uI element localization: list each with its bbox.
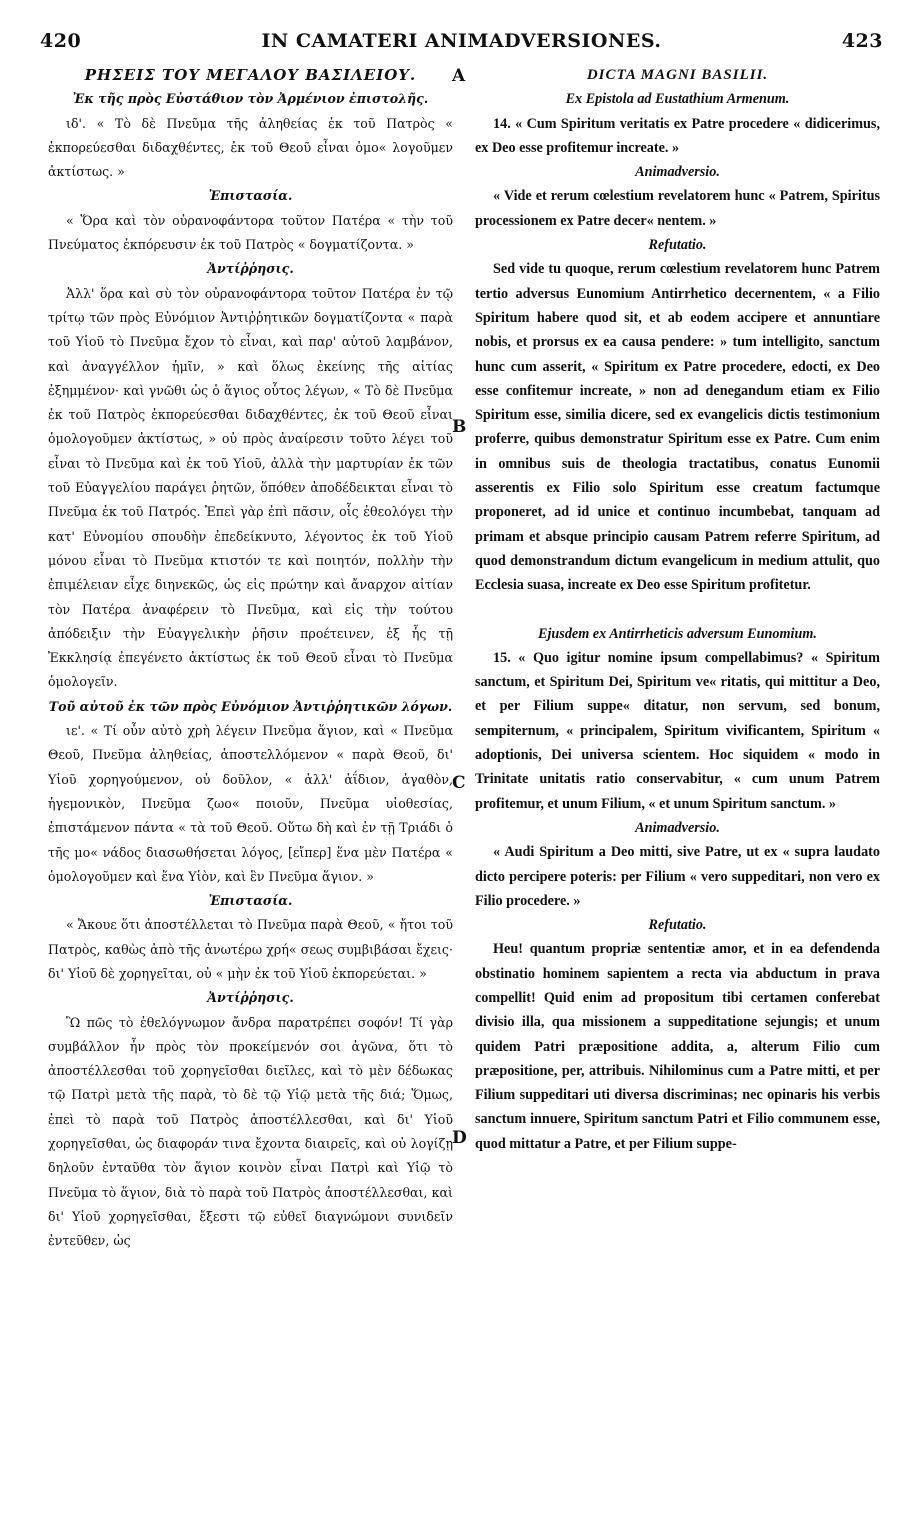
greek-column	[48, 63, 453, 1254]
latin-animadversio-text: « Vide et rerum cœlestium revelatorem hunc « Patrem, Spiritus processionem ex Patre decer« nentem. »	[475, 188, 880, 229]
greek-antirrhesis-2-label: Ἀντίῤῥησις.	[207, 990, 294, 1006]
spacer	[475, 598, 880, 622]
latin-antirrhetic-title: Ejusdem ex Antirrheticis adversum Eunomium.	[538, 625, 817, 642]
latin-refutatio-2-text: Heu! quantum propriæ sententiæ amor, et in ea defendenda obstinatio hominem sapientem a recta via abductum in prava compellit! Quid enim ad propositum tibi certamen conferebat divisio illa, qua missionem a suppeditatione sejungis; et unum quidem Patri præpositione addita, a, alterum Filio cum præpositione, per, attribuis. Nihilominus cum a Patre mitti, et per Filium suppeditari uti diversa discriminas; nec opinaris his verbis sanctum innuere, Spiritum sanctum Patri et Filio communem esse, quod mittatur a Patre, et per Filium suppe-	[475, 941, 880, 1152]
greek-epistasia-label: Ἐπιστασία.	[208, 188, 293, 204]
greek-epistasia-2-label: Ἐπιστασία.	[208, 893, 293, 909]
latin-epistle-title: Ex Epistola ad Eustathium Armenum.	[565, 91, 790, 108]
latin-animadversio-label: Animadversio.	[635, 164, 720, 181]
running-title: IN CAMATERI ANIMADVERSIONES.	[261, 30, 662, 52]
greek-antirrhesis-text: Ἀλλ' ὅρα καὶ σὺ τὸν οὐρανοφάντορα τοῦτον Πατέρα ἐν τῷ τρίτῳ τῶν πρὸς Εὐνόμιον Ἀντιῤῥητικῶν δογματίζοντα « παρὰ τοῦ Υἱοῦ τὸ Πνεῦμα ἔχον τὸ εἶναι, καὶ παρ' αὐτοῦ λαμβάνον, καὶ ἀναγγέλλον ἡμῖν, » καὶ ὅλως ἐκείνης τῆς αἰτίας ἐξημμένον· καὶ γνῶθι ὡς ὁ ἅγιος οὗτος λέγων, « Τὸ δὲ Πνεῦμα ἐκ τοῦ Πατρὸς ἐκπορεύεσθαι διδαχθέντες, ἐκ τοῦ Θεοῦ εἶναι ὁμολογοῦμεν ἀκτίστως, » οὐ πρὸς ἀναίρεσιν τοῦτο λέγει τοῦ εἶναι τὸ Πνεῦμα καὶ ἐκ τοῦ Υἱοῦ, ἀλλὰ τὴν μαρτυρίαν ἐκ τῶν τοῦ Εὐαγγελίου παράγει ῥητῶν, ὅπόθεν ἀποδέδεικται εἶναι τὸ Πνεῦμα ἐκ τοῦ Πατρός. Ἐπεὶ γὰρ ἐπὶ πᾶσιν, οἷς ἐθεολόγει τὴν κατ' Εὐνομίου σπουδὴν ἐπεδείκνυτο, λέγοντος ἐκ τοῦ Υἱοῦ μόνου εἶναι τὸ Πνεῦμα κτιστόν τε καὶ ποιητόν, πολλὴν τὴν ἐπιμέλειαν εἶχε διηνεκῶς, ὡς εἰς πρώτην καὶ ἄναρχον αἰτίαν τὸν Πατέρα ἀναφέρειν τὸ Πνεῦμα, καὶ εἰς τὴν τούτου ἀπόδειξιν τὴν Εὐαγγελικὴν ῥῆσιν προέτεινεν, ἐξ ἧς τῇ Ἐκκλησίᾳ ἐπεγένετο ἀκτίστως ἐκ τοῦ Θεοῦ εἶναι τὸ Πνεῦμα ὁμολογεῖν.	[48, 285, 453, 690]
margin-letter-b: B	[452, 417, 467, 437]
latin-column-heading: DICTA MAGNI BASILII.	[586, 67, 769, 83]
latin-animadversio-2-label: Animadversio.	[635, 819, 720, 836]
latin-column	[475, 63, 880, 1156]
margin-letter-c: C	[452, 773, 466, 793]
greek-column-heading: ΡΗΣΕΙΣ ΤΟΥ ΜΕΓΑΛΟΥ ΒΑΣΙΛΕΙΟΥ.	[84, 66, 417, 84]
margin-letter-a: A	[452, 66, 466, 86]
page-number-right: 423	[841, 30, 883, 52]
page-number-left: 420	[40, 30, 82, 52]
greek-antirrhesis-label: Ἀντίῤῥησις.	[207, 261, 294, 277]
greek-epistasia-2-text: « Ἄκουε ὅτι ἀποστέλλεται τὸ Πνεῦμα παρὰ Θεοῦ, « ἤτοι τοῦ Πατρὸς, καθὼς ἀπὸ τῆς ἀνωτέρω χρή« σεως συμβιβάσαι ἔχεις· δι' Υἱοῦ δὲ χορηγεῖται, οὐ « μὴν ἐκ τοῦ Υἱοῦ ἐκπορεύεται. »	[48, 917, 453, 981]
greek-antirrhesis-2-text: Ὢ πῶς τὸ ἐθελόγνωμον ἄνδρα παρατρέπει σοφόν! Τί γὰρ συμβάλλον ἦν πρὸς τὸν προκείμενόν σοι ἀγῶνα, ὅτι τὸ ἀποστέλλεσθαι τοῦ χορηγεῖσθαι διεῖλες, καὶ τὸ μὲν δέδωκας τῷ Πατρὶ μετὰ τῆς παρὰ, τὸ δὲ τῷ Υἱῷ μετὰ τῆς διά; Ὅμως, ἐπεὶ τὸ παρὰ τοῦ Πατρὸς ἀποστέλλεσθαι, καὶ δι' Υἱοῦ χορηγεῖσθαι, ὡς διαφοράν τινα ἔχοντα διαιρεῖς, καὶ οὐ λογίζῃ δηλοῦν ἐνταῦθα τὸν ἅγιον κοινὸν εἶναι Πατρὶ καὶ Υἱῷ τὸ Πνεῦμα τὸ ἅγιον, διὰ τὸ παρὰ τοῦ Πατρὸς ἀποστέλλεσθαι, καὶ δι' Υἱοῦ χορηγεῖσθαι, ἔξεστι τῷ εὐθεῖ διαγνώμονι συνιδεῖν ἐντεῦθεν, ὡς	[48, 1014, 453, 1249]
greek-antirrhetic-title: Τοῦ αὐτοῦ ἐκ τῶν πρὸς Εὐνόμιον Ἀντιῤῥητικῶν λόγων.	[48, 698, 453, 714]
latin-refutatio-text: Sed vide tu quoque, rerum cœlestium revelatorem hunc Patrem tertio adversus Eunomium Antirrhetico decernentem, « a Filio Spiritum habere quod sit, et ab eodem accipere et annuntiare nobis, et prorsus ex ea causa pendere: » tum intelligito, sanctum hunc cum asserit, « Spiritum ex Patre procedere, edocti, ex Deo esse confitemur increate, » non ad denegandum etiam ex Filio Spiritum esse, similia dicere, sed ex evangelicis dictis testimonium proferre, quibus demonstratur Spiritum esse ex Patre. Cum enim in omnibus suis de theologia tractatibus, conatus Eunomii asserentis ex Filio solo Spiritum esse creatum factumque proponeret, ad id unice et continuo incumbebat, tanquam ad primam et absque principio causam Patrem referre Spiritum, ad quod demonstrandum dictum evangelicum in medium attulit, quo Ecclesia suasa, increate ex Deo esse Spiritum profitetur.	[475, 261, 880, 594]
latin-animadversio-2-text: « Audi Spiritum a Deo mitti, sive Patre, ut ex « supra laudato dicto percipere poteris: per Filium « vero suppeditari, non vero ex Filio procedere. »	[475, 844, 880, 909]
margin-letter-d: D	[452, 1128, 467, 1148]
greek-paragraph-15: ιε'. « Τί οὖν αὐτὸ χρὴ λέγειν Πνεῦμα ἅγιον, καὶ « Πνεῦμα Θεοῦ, Πνεῦμα ἀληθείας, ἀποστελλόμενον « παρὰ Θεοῦ, δι' Υἱοῦ χορηγούμενον, οὐ δοῦλον, « ἀλλ' ἀΐδιον, ἀγαθὸν, ἡγεμονικὸν, Πνεῦμα ζωο« ποιοῦν, Πνεῦμα υἱοθεσίας, ἐπιστάμενον πάντα « τὰ τοῦ Θεοῦ. Οὕτω δὴ καὶ ἐν τῇ Τριάδι ὁ τῆς μο« νάδος διασωθήσεται λόγος, [εἴπερ] ἕνα μὲν Πατέρα « ὁμολογοῦμεν καὶ ἕνα Υἱὸν, καὶ ἓν Πνεῦμα ἅγιον. »	[48, 723, 453, 884]
latin-refutatio-2-label: Refutatio.	[648, 917, 707, 934]
latin-paragraph-15: 15. « Quo igitur nomine ipsum compellabimus? « Spiritum sanctum, et Spiritum Dei, Spiritum ve« ritatis, qui mittitur a Deo, et per Filium suppe« ditatur, non servum, sed bonum, sempiternum, « principalem, Spiritum vivificantem, Spiritum « adoptionis, Dei universa scientem. Hoc siquidem « modo in Trinitate unitatis ratio conservabitur, « cum unum Patrem profitemur, et unum Filium, « et unum Spiritum sanctum. »	[475, 649, 880, 812]
greek-paragraph-14: ιδ'. « Τὸ δὲ Πνεῦμα τῆς ἀληθείας ἐκ τοῦ Πατρὸς « ἐκπορεύεσθαι διδαχθέντες, ἐκ τοῦ Θεοῦ εἶναι ὁμο« λογοῦμεν ἀκτίστως. »	[48, 115, 453, 180]
latin-refutatio-label: Refutatio.	[648, 237, 707, 254]
latin-paragraph-14: 14. « Cum Spiritum veritatis ex Patre procedere « didicerimus, ex Deo esse profitemur increate. »	[475, 115, 880, 156]
greek-epistasia-text: « Ὅρα καὶ τὸν οὐρανοφάντορα τοῦτον Πατέρα « τὴν τοῦ Πνεύματος ἐκπόρευσιν ἐκ τοῦ Πατρὸς « δογματίζοντα. »	[48, 212, 453, 253]
running-header	[40, 30, 883, 54]
greek-epistle-title: Ἐκ τῆς πρὸς Εὐστάθιον τὸν Ἀρμένιον ἐπιστολῆς.	[72, 91, 429, 107]
